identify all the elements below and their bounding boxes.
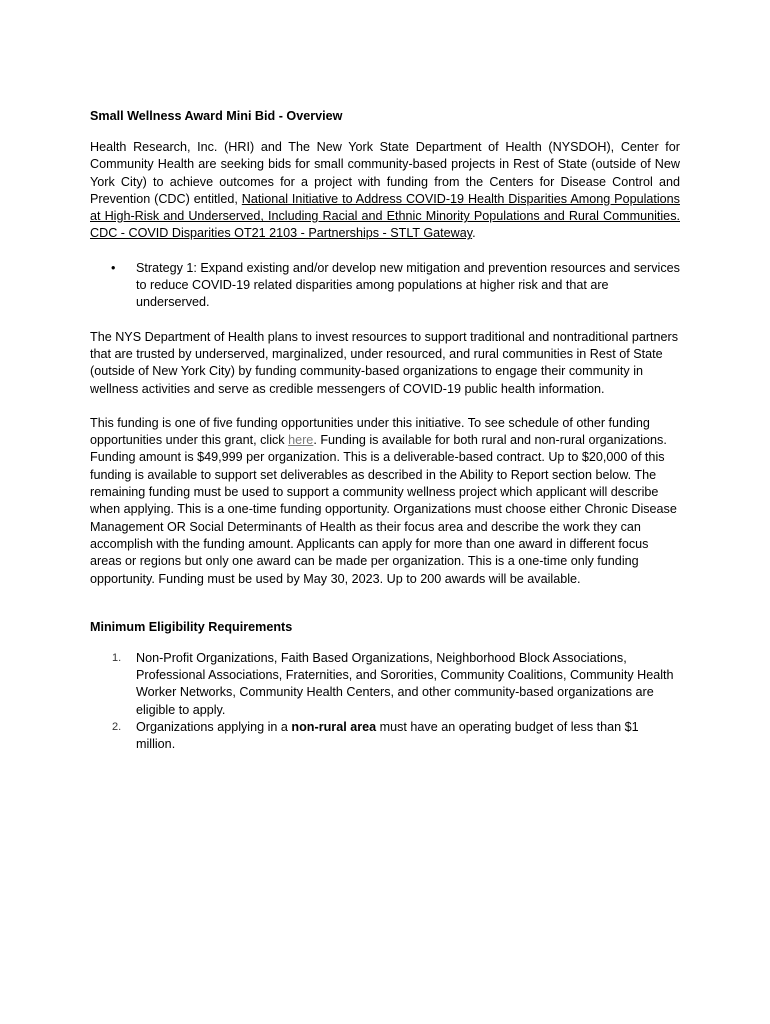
strategy-item xyxy=(90,260,680,312)
eligibility-item-text: Non-Profit Organizations, Faith Based Organizations, Neighborhood Block Associations, Professional Associations, Fraternities, and Sororities, Community Coalitions, Community Health Worker Networks, Community Health Centers, and other community-based organizations are eligible to apply. xyxy=(136,650,674,717)
funding-text-after: . Funding is available for both rural and non-rural organizations. Funding amount is $49,999 per organization. This is a deliverable-based contract. Up to $20,000 of this funding is available to support set deliverables as described in the Ability to Report section below. The remaining funding must be used to support a community wellness project which applicant will describe when applying. This is a one-time funding opportunity. Organizations must choose either Chronic Disease Management OR Social Determinants of Health as their focus area and describe the work they can accomplish with the funding amount. Applicants can apply for more than one award in different focus areas or regions but only one award can be made per organization. This is a one-time only funding opportunity. Funding must be used by May 30, 2023. Up to 200 awards will be available. xyxy=(90,433,677,586)
eligibility-text-after: must have an operating budget of less than $1 million. xyxy=(136,720,639,752)
eligibility-item-1 xyxy=(90,650,680,719)
intro-paragraph xyxy=(90,139,680,243)
strategy-list xyxy=(90,260,680,312)
here-link[interactable]: here xyxy=(288,433,314,448)
eligibility-list xyxy=(90,650,680,754)
funding-text-before: This funding is one of five funding opportunities under this initiative. To see schedule of other funding opportunities under this grant, click xyxy=(90,415,650,448)
eligibility-item-2 xyxy=(90,719,680,754)
eligibility-text-before: Organizations applying in a xyxy=(136,720,292,735)
eligibility-heading: Minimum Eligibility Requirements xyxy=(90,619,293,634)
document-page xyxy=(90,108,680,754)
item-number: 1. xyxy=(112,651,122,664)
non-rural-emphasis: non-rural area xyxy=(291,720,377,735)
bullet-icon: • xyxy=(111,260,116,275)
investment-paragraph: The NYS Department of Health plans to invest resources to support traditional and nontraditional partners that are trusted by underserved, marginalized, under resourced, and rural communities in Rest of State (outside of New York City) by funding community-based organizations to engage their community in wellness activities and serve as credible messengers of COVID-19 public health information. xyxy=(90,329,679,396)
document-title: Small Wellness Award Mini Bid - Overview xyxy=(90,109,343,123)
intro-end: . xyxy=(472,226,476,241)
cdc-initiative-link[interactable]: National Initiative to Address COVID-19 Health Disparities Among Populations at High-Risk and Underserved, Including Racial and Ethnic Minority Populations and Rural Communities. CDC - COVID Disparities OT21 2103 - Partnerships - STLT Gateway xyxy=(90,191,680,241)
item-number: 2. xyxy=(112,721,122,734)
funding-paragraph xyxy=(90,415,680,588)
strategy-text: Strategy 1: Expand existing and/or develop new mitigation and prevention resources and services to reduce COVID-19 related disparities among populations at higher risk and that are underserved. xyxy=(136,260,680,310)
intro-text: Health Research, Inc. (HRI) and The New York State Department of Health (NYSDOH), Center for Community Health are seeking bids for small community-based projects in Rest of State (outside of New York City) to achieve outcomes for a project with funding from the Centers for Disease Control and Prevention (CDC) entitled, xyxy=(90,140,680,206)
